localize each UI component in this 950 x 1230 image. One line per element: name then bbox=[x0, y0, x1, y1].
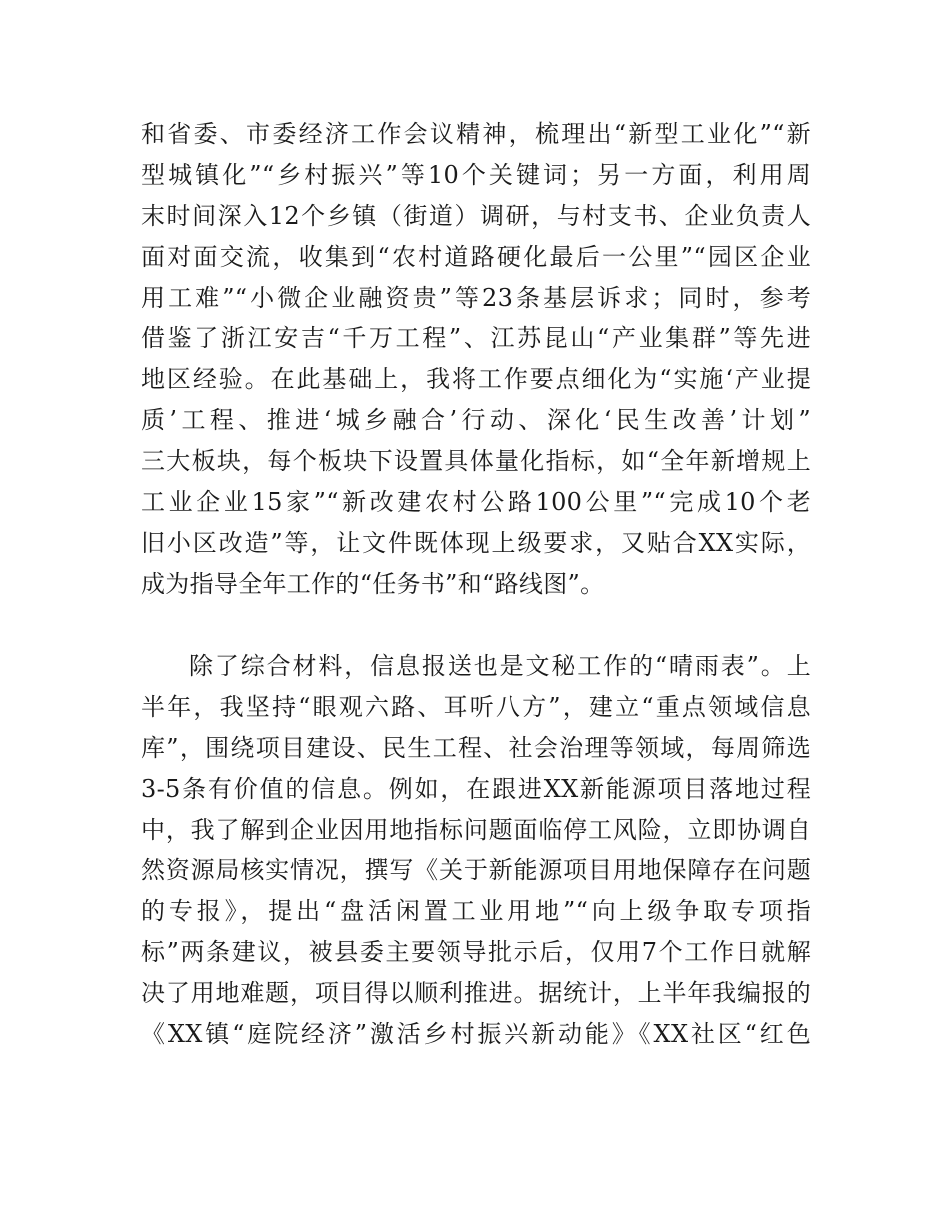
paragraph-line: 面对面交流，收集到“农村道路硬化最后一公里”“园区企业 bbox=[141, 242, 811, 271]
paragraph-line: 《XX镇“庭院经济”激活乡村振兴新动能》《XX社区“红色 bbox=[141, 1020, 811, 1049]
paragraph-line: 借鉴了浙江安吉“千万工程”、江苏昆山“产业集群”等先进 bbox=[141, 324, 811, 353]
paragraph-line: 标”两条建议，被县委主要领导批示后，仅用7个工作日就解 bbox=[141, 938, 811, 967]
paragraph-line: 三大板块，每个板块下设置具体量化指标，如“全年新增规上 bbox=[141, 447, 811, 476]
paragraph-line: 除了综合材料，信息报送也是文秘工作的“晴雨表”。上 bbox=[189, 652, 811, 680]
paragraph-line: 用工难”“小微企业融资贵”等23条基层诉求；同时，参考 bbox=[141, 283, 811, 312]
paragraph-line: 旧小区改造”等，让文件既体现上级要求，又贴合XX实际， bbox=[141, 528, 811, 557]
paragraph-2 bbox=[141, 646, 811, 1055]
paragraph-line: 的专报》，提出“盘活闲置工业用地”“向上级争取专项指 bbox=[141, 897, 811, 926]
paragraph-line: 成为指导全年工作的“任务书”和“路线图”。 bbox=[141, 569, 605, 598]
paragraph-line: 库”，围绕项目建设、民生工程、社会治理等领域，每周筛选 bbox=[141, 733, 811, 762]
paragraph-line: 末时间深入12个乡镇（街道）调研，与村支书、企业负责人 bbox=[141, 201, 811, 230]
paragraph-line: 3-5条有价值的信息。例如，在跟进XX新能源项目落地过程 bbox=[141, 774, 811, 803]
paragraph-line: 质’工程、推进‘城乡融合’行动、深化‘民生改善’计划” bbox=[141, 406, 811, 435]
paragraph-1 bbox=[141, 114, 811, 605]
paragraph-line: 中，我了解到企业因用地指标问题面临停工风险，立即协调自 bbox=[141, 815, 811, 844]
paragraph-line: 地区经验。在此基础上，我将工作要点细化为“实施‘产业提 bbox=[141, 365, 811, 394]
paragraph-line: 型城镇化”“乡村振兴”等10个关键词；另一方面，利用周 bbox=[141, 160, 811, 189]
paragraph-line: 和省委、市委经济工作会议精神，梳理出“新型工业化”“新 bbox=[141, 120, 811, 148]
paragraph-line: 然资源局核实情况，撰写《关于新能源项目用地保障存在问题 bbox=[141, 856, 811, 885]
paragraph-line: 半年，我坚持“眼观六路、耳听八方”，建立“重点领域信息 bbox=[141, 692, 811, 721]
paragraph-line: 决了用地难题，项目得以顺利推进。据统计，上半年我编报的 bbox=[141, 979, 811, 1008]
paragraph-line: 工业企业15家”“新改建农村公路100公里”“完成10个老 bbox=[141, 488, 811, 517]
